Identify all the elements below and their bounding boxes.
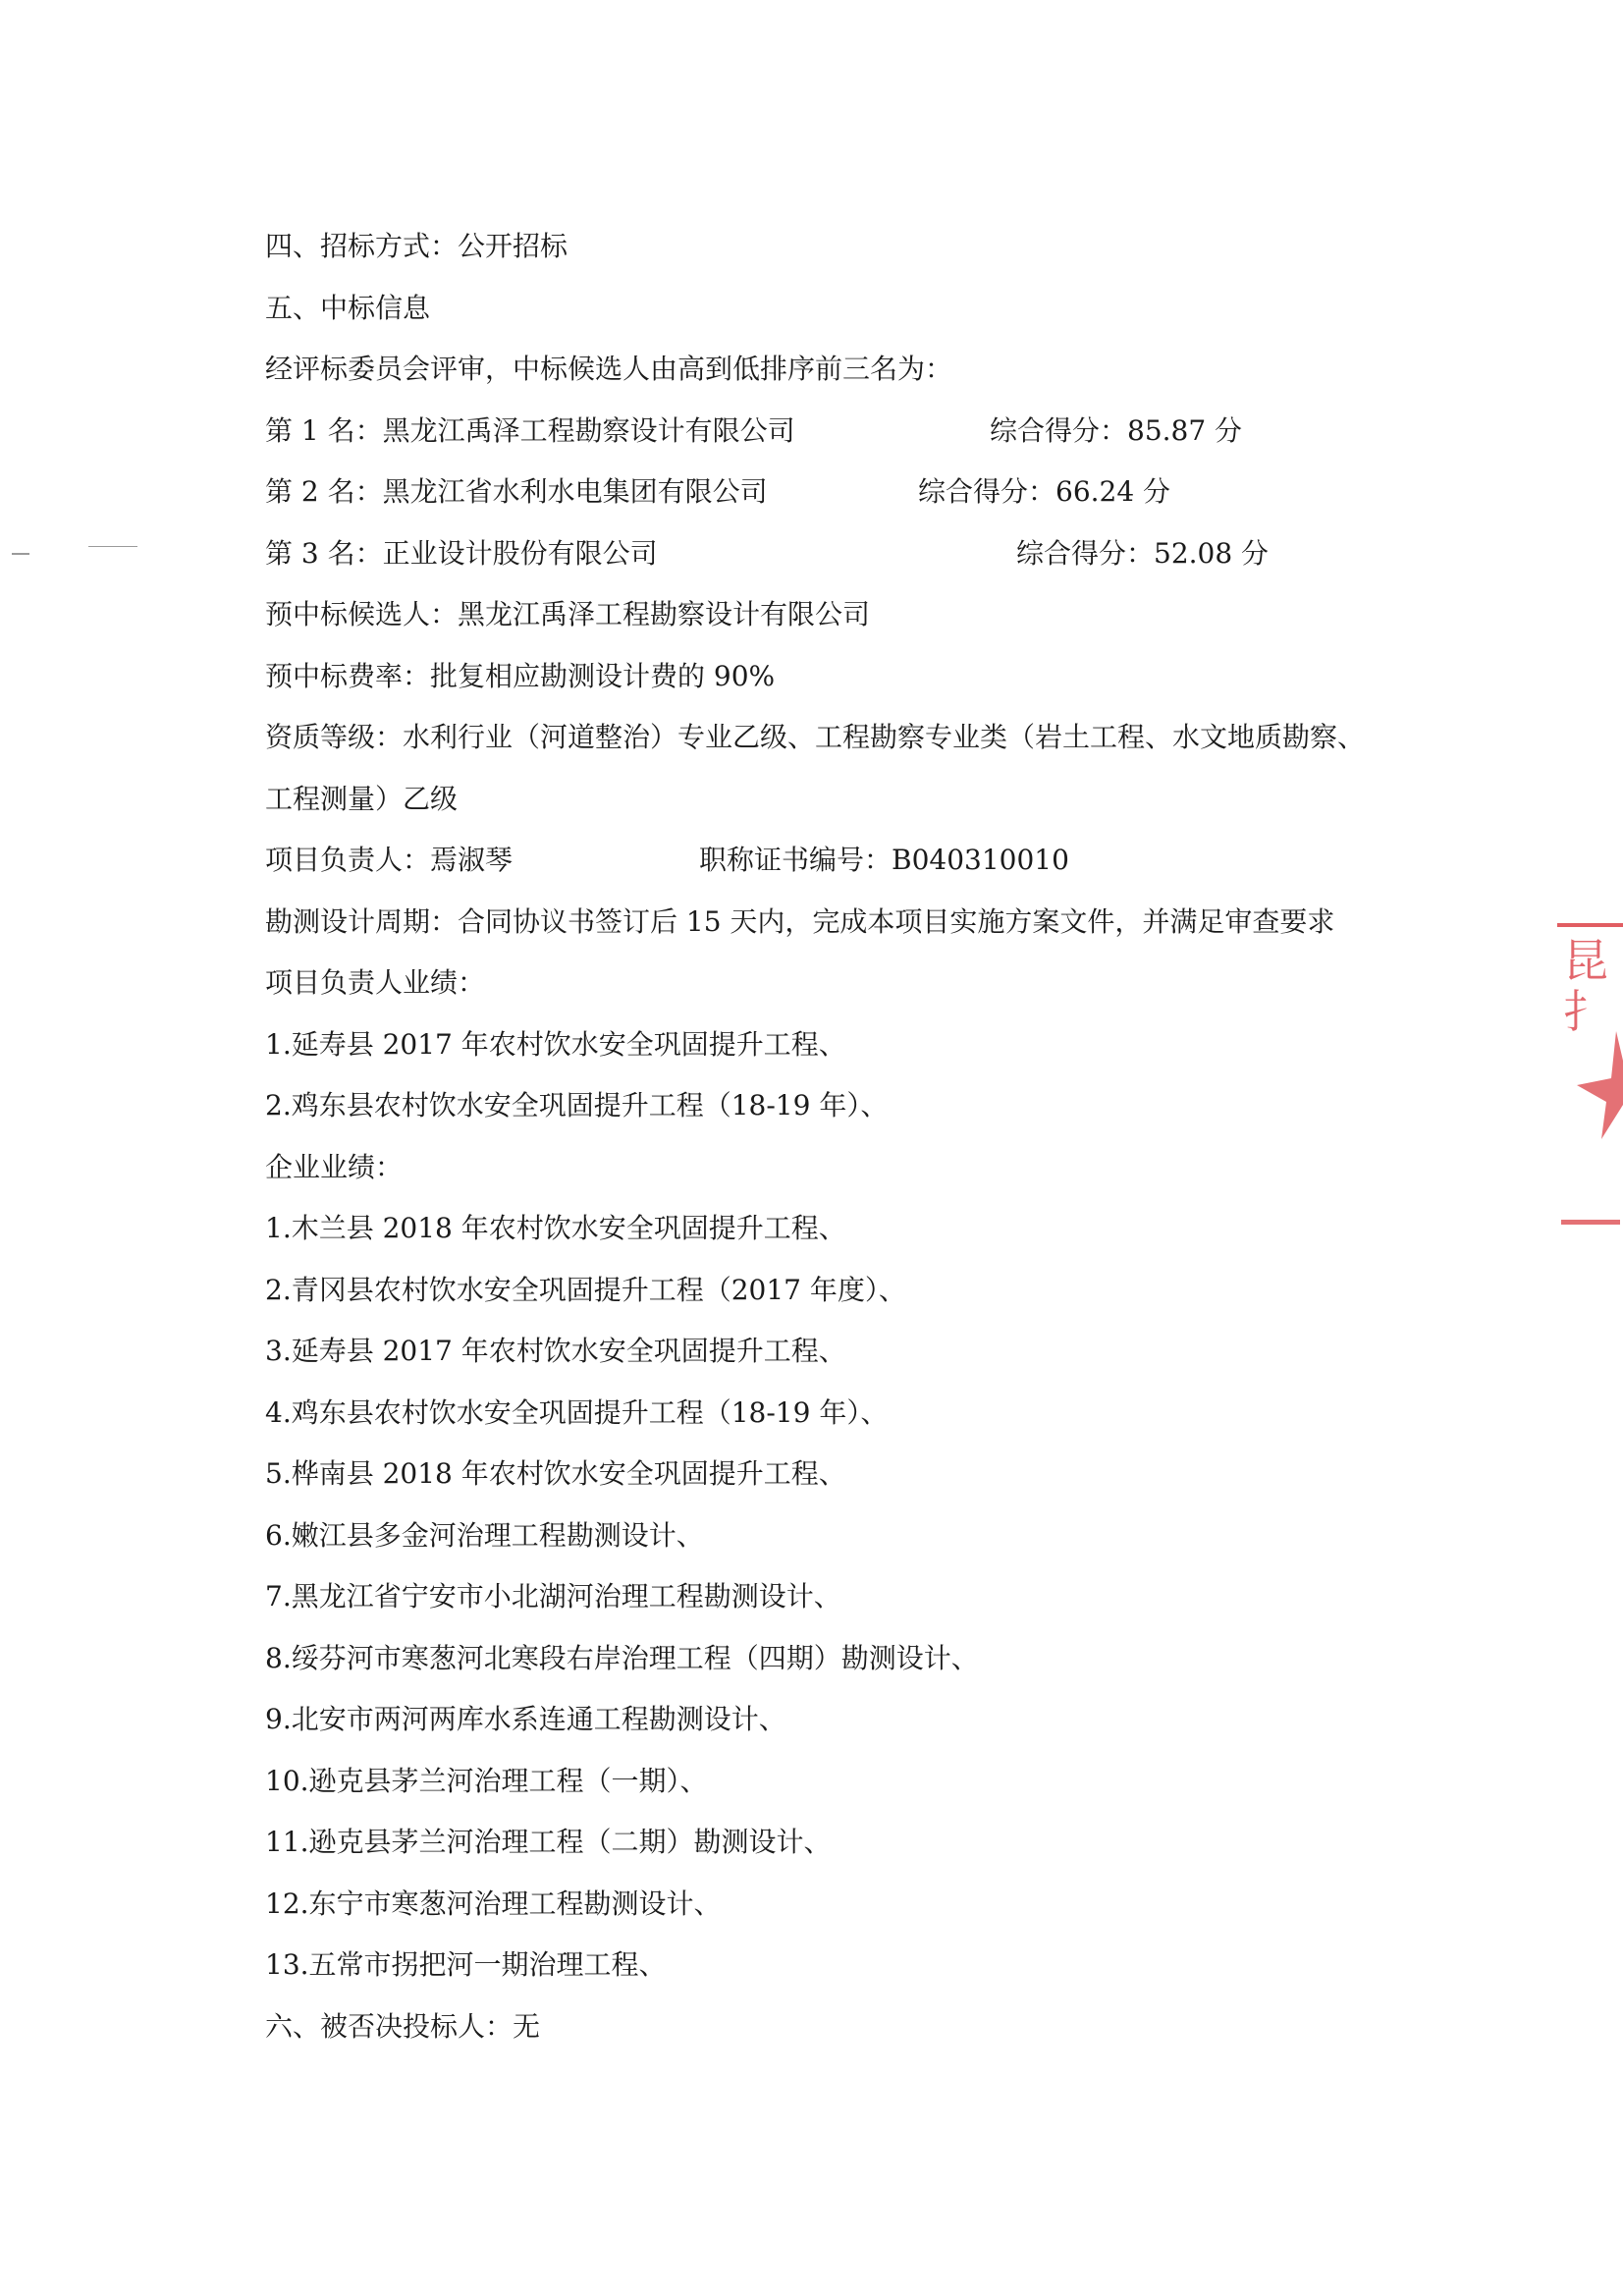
pre-winner: 预中标候选人：黑龙江禹泽工程勘察设计有限公司: [265, 598, 871, 630]
company-performance-item: 3.延寿县 2017 年农村饮水安全巩固提升工程、: [265, 1335, 846, 1367]
scan-speck: [88, 546, 137, 547]
section-6-heading: 六、被否决投标人：无: [265, 2010, 541, 2043]
candidate-3-score: 综合得分：52.08 分: [1016, 537, 1270, 570]
company-performance-item: 13.五常市拐把河一期治理工程、: [265, 1948, 667, 1981]
company-performance-item: 2.青冈县农村饮水安全巩固提升工程（2017 年度）、: [265, 1274, 906, 1306]
certificate-number: 职称证书编号：B040310010: [699, 844, 1069, 876]
company-performance-title: 企业业绩：: [265, 1151, 404, 1183]
qualification-line-1: 资质等级：水利行业（河道整治）专业乙级、工程勘察专业类（岩土工程、水文地质勘察、: [265, 721, 1366, 753]
candidate-2-score: 综合得分：66.24 分: [918, 475, 1171, 508]
project-manager: 项目负责人：焉淑琴: [265, 844, 514, 876]
company-performance-item: 11.逊克县茅兰河治理工程（二期）勘测设计、: [265, 1826, 832, 1858]
design-period: 勘测设计周期：合同协议书签订后 15 天内，完成本项目实施方案文件，并满足审查要求: [265, 905, 1335, 938]
section-4-heading: 四、招标方式：公开招标: [265, 230, 568, 262]
company-performance-item: 7.黑龙江省宁安市小北湖河治理工程勘测设计、: [265, 1580, 841, 1613]
company-performance-item: 8.绥芬河市寒葱河北寒段右岸治理工程（四期）勘测设计、: [265, 1642, 979, 1674]
candidate-1-score: 综合得分：85.87 分: [990, 414, 1243, 447]
company-performance-item: 6.嫩江县多金河治理工程勘测设计、: [265, 1519, 704, 1552]
section-5-heading: 五、中标信息: [265, 292, 431, 324]
seal-text-fragment: 昆扌: [1563, 934, 1608, 1038]
manager-performance-title: 项目负责人业绩：: [265, 966, 486, 999]
company-performance-item: 4.鸡东县农村饮水安全巩固提升工程（18-19 年）、: [265, 1396, 889, 1429]
seal-star-icon: [1557, 1031, 1623, 1139]
pre-rate: 预中标费率：批复相应勘测设计费的 90%: [265, 660, 776, 692]
qualification-line-2: 工程测量）乙级: [265, 783, 459, 815]
official-seal-fragment: [1557, 923, 1623, 1218]
company-performance-item: 5.桦南县 2018 年农村饮水安全巩固提升工程、: [265, 1457, 846, 1490]
candidate-1: 第 1 名：黑龙江禹泽工程勘察设计有限公司: [265, 414, 795, 447]
candidate-3: 第 3 名：正业设计股份有限公司: [265, 537, 658, 570]
intro-text: 经评标委员会评审，中标候选人由高到低排序前三名为：: [265, 353, 953, 385]
company-performance-item: 12.东宁市寒葱河治理工程勘测设计、: [265, 1887, 722, 1920]
company-performance-item: 10.逊克县茅兰河治理工程（一期）、: [265, 1765, 708, 1797]
manager-performance-item: 1.延寿县 2017 年农村饮水安全巩固提升工程、: [265, 1028, 846, 1061]
scan-speck: [12, 553, 29, 555]
candidate-2: 第 2 名：黑龙江省水利水电集团有限公司: [265, 475, 768, 508]
company-performance-item: 1.木兰县 2018 年农村饮水安全巩固提升工程、: [265, 1212, 846, 1244]
company-performance-item: 9.北安市两河两库水系连通工程勘测设计、: [265, 1703, 786, 1735]
manager-performance-item: 2.鸡东县农村饮水安全巩固提升工程（18-19 年）、: [265, 1089, 889, 1121]
